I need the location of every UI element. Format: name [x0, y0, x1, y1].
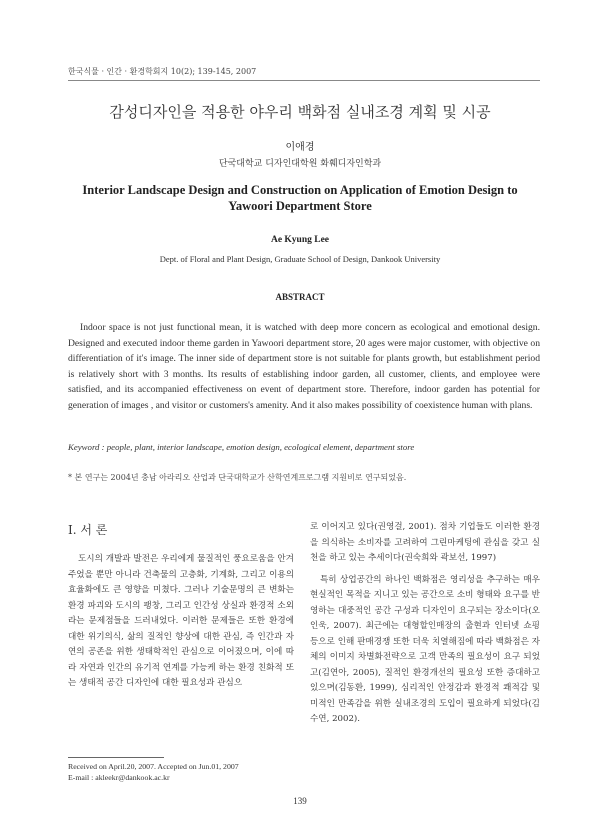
- english-author: Ae Kyung Lee: [270, 235, 330, 245]
- left-column: [68, 552, 294, 692]
- header-rule: [68, 80, 540, 81]
- footnote: [68, 761, 239, 783]
- english-title: Interior Landscape Design and Construction on Application of Emotion Design to Yawoori Department Store: [82, 183, 518, 213]
- running-head: 한국식물 · 인간 · 환경학회지 10(2); 139-145, 2007: [68, 67, 257, 76]
- section-heading-introduction: Ⅰ. 서 론: [68, 523, 108, 537]
- page-number: 139: [293, 796, 307, 806]
- funding-note: * 본 연구는 2004년 충남 아라리오 산업과 단국대학교가 산학연계프로그램 지원비로 연구되었음.: [68, 473, 407, 482]
- right-column-paragraph-2: 특히 상업공간의 하나인 백화점은 영리성을 추구하는 매우 현실적인 목적을 지니고 있는 공간으로 소비 형태와 요구를 반영하는 대중적인 공간 구성과 디자인이 요구되는 장소이다(오인욱, 2007). 최근에는 대형할인매장의 출현과 인터넷 쇼핑 등으로 인해 판매경쟁 또한 더욱 치열해짐에 따라 백화점은 자체의 이미지 차별화전략으로 고객 만족의 필요성이 요구 되었고(김연아, 2005), 질적인 환경개선의 필요성 또한 증대하고 있으며(김동환, 1999), 심리적인 안정감과 환경적 쾌적감 및 미적인 만족감을 위한 실내조경의 도입이 필요하게 되었다(김수연, 2002).: [310, 574, 540, 724]
- footnote-rule: [68, 757, 164, 758]
- keywords: Keyword : people, plant, interior landscape, emotion design, ecological element, department store: [68, 442, 415, 452]
- footnote-received: Received on April.20, 2007. Accepted on Jun.01, 2007: [68, 762, 239, 771]
- right-column: [310, 520, 540, 734]
- footnote-email: E-mail : akleekr@dankook.ac.kr: [68, 773, 170, 782]
- english-affiliation: Dept. of Floral and Plant Design, Graduate School of Design, Dankook University: [159, 254, 441, 264]
- abstract-text: Indoor space is not just functional mean, it is watched with deep more concern as ecological and emotional design. Designed and executed indoor theme garden in Yawoori department store, 20 ages were major customer, with objective on differentiation of it's image. The inner side of department store is not suitable for plants growth, but establishment period is relatively short with 3 months. Its results of establishing indoor garden, all customer, clients, and employee were satisfied, and its accompanied effectiveness on event of department store. Therefore, indoor garden has potential for generation of images , and visitor or customers's amenity. And it also makes possibility of coexistence human with plans.: [68, 322, 540, 411]
- abstract-heading: ABSTRACT: [275, 292, 325, 302]
- korean-affiliation: 단국대학교 디자인대학원 화훼디자인학과: [218, 159, 382, 169]
- korean-author: 이애경: [285, 142, 315, 153]
- right-column-paragraph-1: 로 이어지고 있다(권영걸, 2001). 점차 기업들도 이러한 환경을 의식하는 소비자를 고려하여 그린마케팅에 관심을 갖고 실천을 하고 있는 추세이다(권숙희와 곽보선, 1997): [310, 522, 540, 563]
- left-column-paragraph: 도시의 개발과 발전은 우리에게 물질적인 풍요로움을 안겨주었을 뿐만 아니라 건축물의 고층화, 기계화, 그리고 이용의 효율화에도 큰 영향을 미쳤다. 그러나 기술문명의 큰 변화는 환경 파괴와 도시의 팽창, 그리고 인간성 상실과 환경적 소외라는 문제점들을 드러내었다. 이러한 문제들은 또한 환경에 대한 위기의식, 삶의 질적인 향상에 대한 관심, 즉 인간과 자연의 공존을 위한 생태학적인 관심으로 이어졌으며, 이에 따라 자연과 인간의 유기적 연계를 가능케 하는 환경 친화적 또는 생태적 공간 디자인에 대한 필요성과 관심으: [68, 554, 294, 688]
- korean-title: 감성디자인을 적용한 야우리 백화점 실내조경 계획 및 시공: [109, 103, 491, 121]
